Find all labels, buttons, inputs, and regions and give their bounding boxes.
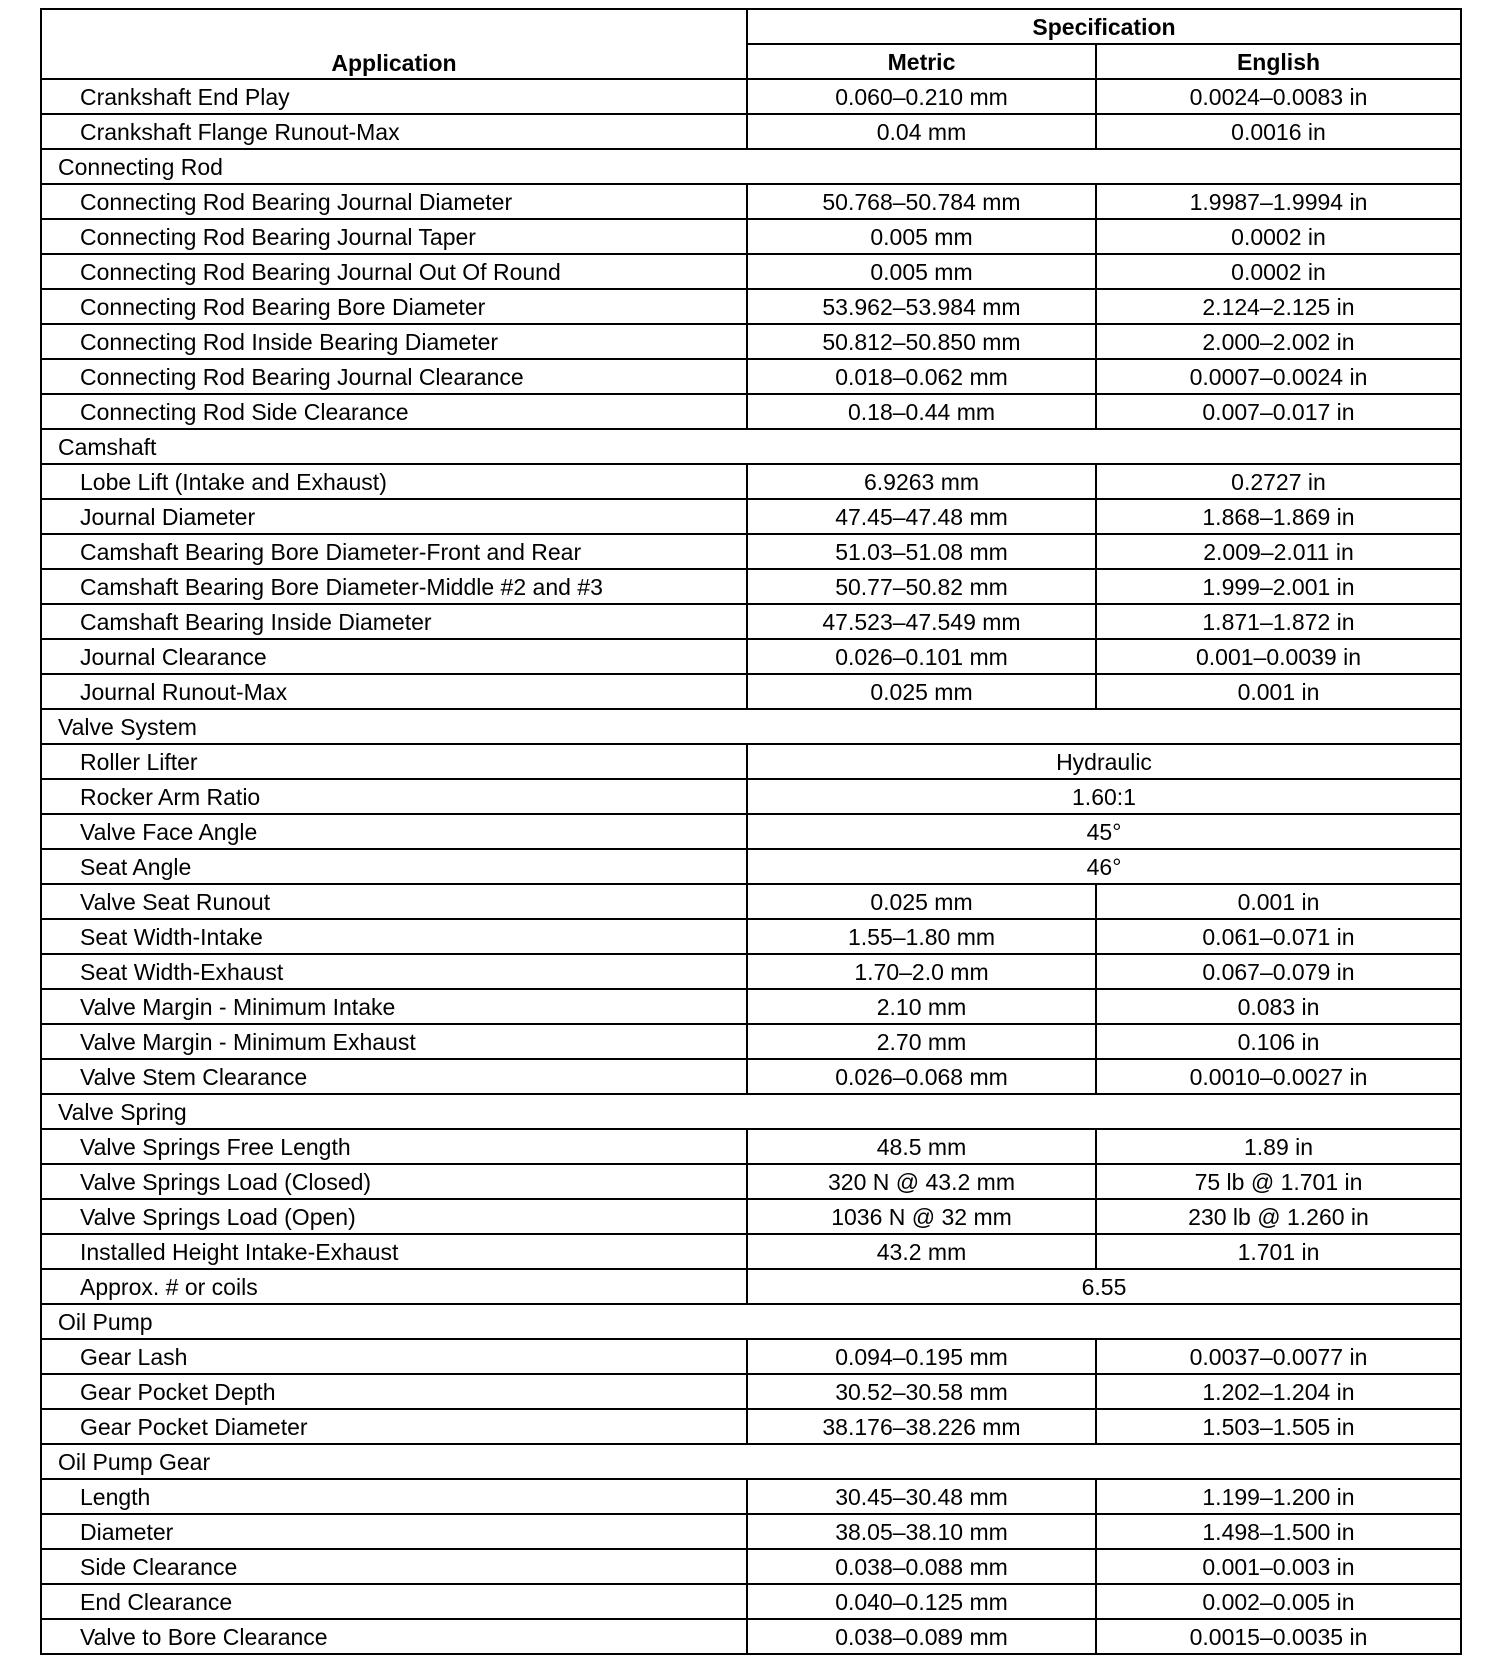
table-body bbox=[41, 79, 1461, 1654]
english-cell: 0.0010–0.0027 in bbox=[1096, 1059, 1461, 1094]
metric-cell: 38.176–38.226 mm bbox=[747, 1409, 1096, 1444]
application-cell: Diameter bbox=[41, 1514, 747, 1549]
application-cell: Rocker Arm Ratio bbox=[41, 779, 747, 814]
english-cell: 0.0037–0.0077 in bbox=[1096, 1339, 1461, 1374]
metric-cell: 320 N @ 43.2 mm bbox=[747, 1164, 1096, 1199]
application-cell: Gear Pocket Depth bbox=[41, 1374, 747, 1409]
english-cell: 1.199–1.200 in bbox=[1096, 1479, 1461, 1514]
application-cell: Valve Springs Load (Open) bbox=[41, 1199, 747, 1234]
table-row bbox=[41, 499, 1461, 534]
table-row bbox=[41, 989, 1461, 1024]
table-row bbox=[41, 114, 1461, 149]
table-row bbox=[41, 289, 1461, 324]
table-row bbox=[41, 1024, 1461, 1059]
application-cell: Lobe Lift (Intake and Exhaust) bbox=[41, 464, 747, 499]
table-row bbox=[41, 324, 1461, 359]
table-row bbox=[41, 1409, 1461, 1444]
metric-cell: 1.70–2.0 mm bbox=[747, 954, 1096, 989]
metric-cell: 30.45–30.48 mm bbox=[747, 1479, 1096, 1514]
english-cell: 0.2727 in bbox=[1096, 464, 1461, 499]
english-cell: 0.0015–0.0035 in bbox=[1096, 1619, 1461, 1654]
table-row bbox=[41, 674, 1461, 709]
application-cell: Installed Height Intake-Exhaust bbox=[41, 1234, 747, 1269]
english-cell: 0.061–0.071 in bbox=[1096, 919, 1461, 954]
metric-cell: 6.9263 mm bbox=[747, 464, 1096, 499]
table-row bbox=[41, 639, 1461, 674]
english-cell: 0.106 in bbox=[1096, 1024, 1461, 1059]
table-row bbox=[41, 359, 1461, 394]
section-row bbox=[41, 1094, 1461, 1129]
english-cell: 2.009–2.011 in bbox=[1096, 534, 1461, 569]
table-row bbox=[41, 1374, 1461, 1409]
section-row bbox=[41, 429, 1461, 464]
spec-value-cell: 45° bbox=[747, 814, 1461, 849]
table-header bbox=[41, 9, 1461, 79]
table-row bbox=[41, 1619, 1461, 1654]
section-row bbox=[41, 709, 1461, 744]
application-cell: Journal Clearance bbox=[41, 639, 747, 674]
metric-cell: 0.038–0.089 mm bbox=[747, 1619, 1096, 1654]
table-row bbox=[41, 184, 1461, 219]
metric-header: Metric bbox=[747, 44, 1096, 79]
application-header: Application bbox=[41, 9, 747, 79]
metric-cell: 0.060–0.210 mm bbox=[747, 79, 1096, 114]
application-cell: Roller Lifter bbox=[41, 744, 747, 779]
application-cell: Connecting Rod Inside Bearing Diameter bbox=[41, 324, 747, 359]
english-cell: 0.0002 in bbox=[1096, 254, 1461, 289]
english-cell: 0.0024–0.0083 in bbox=[1096, 79, 1461, 114]
english-cell: 2.124–2.125 in bbox=[1096, 289, 1461, 324]
spec-value-cell: 1.60:1 bbox=[747, 779, 1461, 814]
application-cell: Gear Lash bbox=[41, 1339, 747, 1374]
metric-cell: 0.005 mm bbox=[747, 254, 1096, 289]
section-title: Valve Spring bbox=[41, 1094, 1461, 1129]
english-cell: 230 lb @ 1.260 in bbox=[1096, 1199, 1461, 1234]
english-cell: 0.067–0.079 in bbox=[1096, 954, 1461, 989]
application-cell: Camshaft Bearing Bore Diameter-Middle #2 and #3 bbox=[41, 569, 747, 604]
metric-cell: 0.094–0.195 mm bbox=[747, 1339, 1096, 1374]
table-row bbox=[41, 569, 1461, 604]
metric-cell: 0.018–0.062 mm bbox=[747, 359, 1096, 394]
section-row bbox=[41, 1444, 1461, 1479]
spec-value-cell: 46° bbox=[747, 849, 1461, 884]
table-row bbox=[41, 919, 1461, 954]
metric-cell: 0.040–0.125 mm bbox=[747, 1584, 1096, 1619]
table-row bbox=[41, 954, 1461, 989]
table-row bbox=[41, 534, 1461, 569]
application-cell: Connecting Rod Bearing Bore Diameter bbox=[41, 289, 747, 324]
application-cell: Journal Diameter bbox=[41, 499, 747, 534]
table-row bbox=[41, 79, 1461, 114]
spec-value-cell: Hydraulic bbox=[747, 744, 1461, 779]
application-cell: Valve Face Angle bbox=[41, 814, 747, 849]
table-row bbox=[41, 1339, 1461, 1374]
application-cell: Crankshaft End Play bbox=[41, 79, 747, 114]
metric-cell: 50.812–50.850 mm bbox=[747, 324, 1096, 359]
section-title: Valve System bbox=[41, 709, 1461, 744]
metric-cell: 0.038–0.088 mm bbox=[747, 1549, 1096, 1584]
metric-cell: 43.2 mm bbox=[747, 1234, 1096, 1269]
table-row bbox=[41, 744, 1461, 779]
english-cell: 0.001–0.0039 in bbox=[1096, 639, 1461, 674]
application-cell: Connecting Rod Bearing Journal Clearance bbox=[41, 359, 747, 394]
english-cell: 1.9987–1.9994 in bbox=[1096, 184, 1461, 219]
section-title: Connecting Rod bbox=[41, 149, 1461, 184]
english-cell: 1.202–1.204 in bbox=[1096, 1374, 1461, 1409]
application-cell: Connecting Rod Bearing Journal Out Of Round bbox=[41, 254, 747, 289]
metric-cell: 0.04 mm bbox=[747, 114, 1096, 149]
application-cell: Camshaft Bearing Bore Diameter-Front and Rear bbox=[41, 534, 747, 569]
english-cell: 1.503–1.505 in bbox=[1096, 1409, 1461, 1444]
metric-cell: 0.026–0.068 mm bbox=[747, 1059, 1096, 1094]
metric-cell: 2.70 mm bbox=[747, 1024, 1096, 1059]
english-cell: 0.0007–0.0024 in bbox=[1096, 359, 1461, 394]
application-cell: Crankshaft Flange Runout-Max bbox=[41, 114, 747, 149]
metric-cell: 50.77–50.82 mm bbox=[747, 569, 1096, 604]
application-cell: Connecting Rod Bearing Journal Diameter bbox=[41, 184, 747, 219]
application-cell: Seat Width-Intake bbox=[41, 919, 747, 954]
spec-value-cell: 6.55 bbox=[747, 1269, 1461, 1304]
application-cell: Valve to Bore Clearance bbox=[41, 1619, 747, 1654]
application-cell: Side Clearance bbox=[41, 1549, 747, 1584]
table-row bbox=[41, 1549, 1461, 1584]
metric-cell: 0.18–0.44 mm bbox=[747, 394, 1096, 429]
table-row bbox=[41, 814, 1461, 849]
specification-table bbox=[40, 8, 1462, 1655]
metric-cell: 48.5 mm bbox=[747, 1129, 1096, 1164]
metric-cell: 47.45–47.48 mm bbox=[747, 499, 1096, 534]
english-cell: 1.999–2.001 in bbox=[1096, 569, 1461, 604]
application-cell: Gear Pocket Diameter bbox=[41, 1409, 747, 1444]
table-row bbox=[41, 849, 1461, 884]
metric-cell: 30.52–30.58 mm bbox=[747, 1374, 1096, 1409]
application-cell: Valve Margin - Minimum Exhaust bbox=[41, 1024, 747, 1059]
table-row bbox=[41, 1129, 1461, 1164]
english-cell: 0.001 in bbox=[1096, 674, 1461, 709]
english-header: English bbox=[1096, 44, 1461, 79]
application-cell: Length bbox=[41, 1479, 747, 1514]
table-row bbox=[41, 884, 1461, 919]
section-title: Oil Pump bbox=[41, 1304, 1461, 1339]
application-cell: Journal Runout-Max bbox=[41, 674, 747, 709]
table-row bbox=[41, 1164, 1461, 1199]
english-cell: 1.701 in bbox=[1096, 1234, 1461, 1269]
english-cell: 1.868–1.869 in bbox=[1096, 499, 1461, 534]
application-cell: Valve Springs Load (Closed) bbox=[41, 1164, 747, 1199]
table-row bbox=[41, 1234, 1461, 1269]
application-cell: Valve Seat Runout bbox=[41, 884, 747, 919]
english-cell: 2.000–2.002 in bbox=[1096, 324, 1461, 359]
english-cell: 0.002–0.005 in bbox=[1096, 1584, 1461, 1619]
application-cell: Seat Width-Exhaust bbox=[41, 954, 747, 989]
metric-cell: 51.03–51.08 mm bbox=[747, 534, 1096, 569]
table-row bbox=[41, 254, 1461, 289]
application-cell: Connecting Rod Side Clearance bbox=[41, 394, 747, 429]
application-cell: Valve Stem Clearance bbox=[41, 1059, 747, 1094]
table-row bbox=[41, 1269, 1461, 1304]
table-row bbox=[41, 779, 1461, 814]
section-title: Camshaft bbox=[41, 429, 1461, 464]
metric-cell: 1036 N @ 32 mm bbox=[747, 1199, 1096, 1234]
metric-cell: 0.005 mm bbox=[747, 219, 1096, 254]
table-row bbox=[41, 1479, 1461, 1514]
english-cell: 1.498–1.500 in bbox=[1096, 1514, 1461, 1549]
metric-cell: 0.025 mm bbox=[747, 884, 1096, 919]
table-row bbox=[41, 1584, 1461, 1619]
metric-cell: 50.768–50.784 mm bbox=[747, 184, 1096, 219]
application-cell: Connecting Rod Bearing Journal Taper bbox=[41, 219, 747, 254]
metric-cell: 38.05–38.10 mm bbox=[747, 1514, 1096, 1549]
application-cell: Valve Margin - Minimum Intake bbox=[41, 989, 747, 1024]
metric-cell: 53.962–53.984 mm bbox=[747, 289, 1096, 324]
english-cell: 0.0016 in bbox=[1096, 114, 1461, 149]
metric-cell: 0.025 mm bbox=[747, 674, 1096, 709]
metric-cell: 2.10 mm bbox=[747, 989, 1096, 1024]
application-cell: Approx. # or coils bbox=[41, 1269, 747, 1304]
english-cell: 1.871–1.872 in bbox=[1096, 604, 1461, 639]
table-row bbox=[41, 394, 1461, 429]
section-row bbox=[41, 1304, 1461, 1339]
english-cell: 0.007–0.017 in bbox=[1096, 394, 1461, 429]
english-cell: 75 lb @ 1.701 in bbox=[1096, 1164, 1461, 1199]
section-row bbox=[41, 149, 1461, 184]
table-row bbox=[41, 604, 1461, 639]
english-cell: 0.0002 in bbox=[1096, 219, 1461, 254]
application-cell: Seat Angle bbox=[41, 849, 747, 884]
metric-cell: 1.55–1.80 mm bbox=[747, 919, 1096, 954]
english-cell: 1.89 in bbox=[1096, 1129, 1461, 1164]
table-row bbox=[41, 1199, 1461, 1234]
application-cell: Camshaft Bearing Inside Diameter bbox=[41, 604, 747, 639]
header-row-top bbox=[41, 9, 1461, 44]
specification-header: Specification bbox=[747, 9, 1461, 44]
english-cell: 0.001 in bbox=[1096, 884, 1461, 919]
application-cell: End Clearance bbox=[41, 1584, 747, 1619]
metric-cell: 0.026–0.101 mm bbox=[747, 639, 1096, 674]
application-cell: Valve Springs Free Length bbox=[41, 1129, 747, 1164]
table-row bbox=[41, 219, 1461, 254]
english-cell: 0.001–0.003 in bbox=[1096, 1549, 1461, 1584]
english-cell: 0.083 in bbox=[1096, 989, 1461, 1024]
table-row bbox=[41, 1514, 1461, 1549]
metric-cell: 47.523–47.549 mm bbox=[747, 604, 1096, 639]
table-row bbox=[41, 1059, 1461, 1094]
table-row bbox=[41, 464, 1461, 499]
section-title: Oil Pump Gear bbox=[41, 1444, 1461, 1479]
